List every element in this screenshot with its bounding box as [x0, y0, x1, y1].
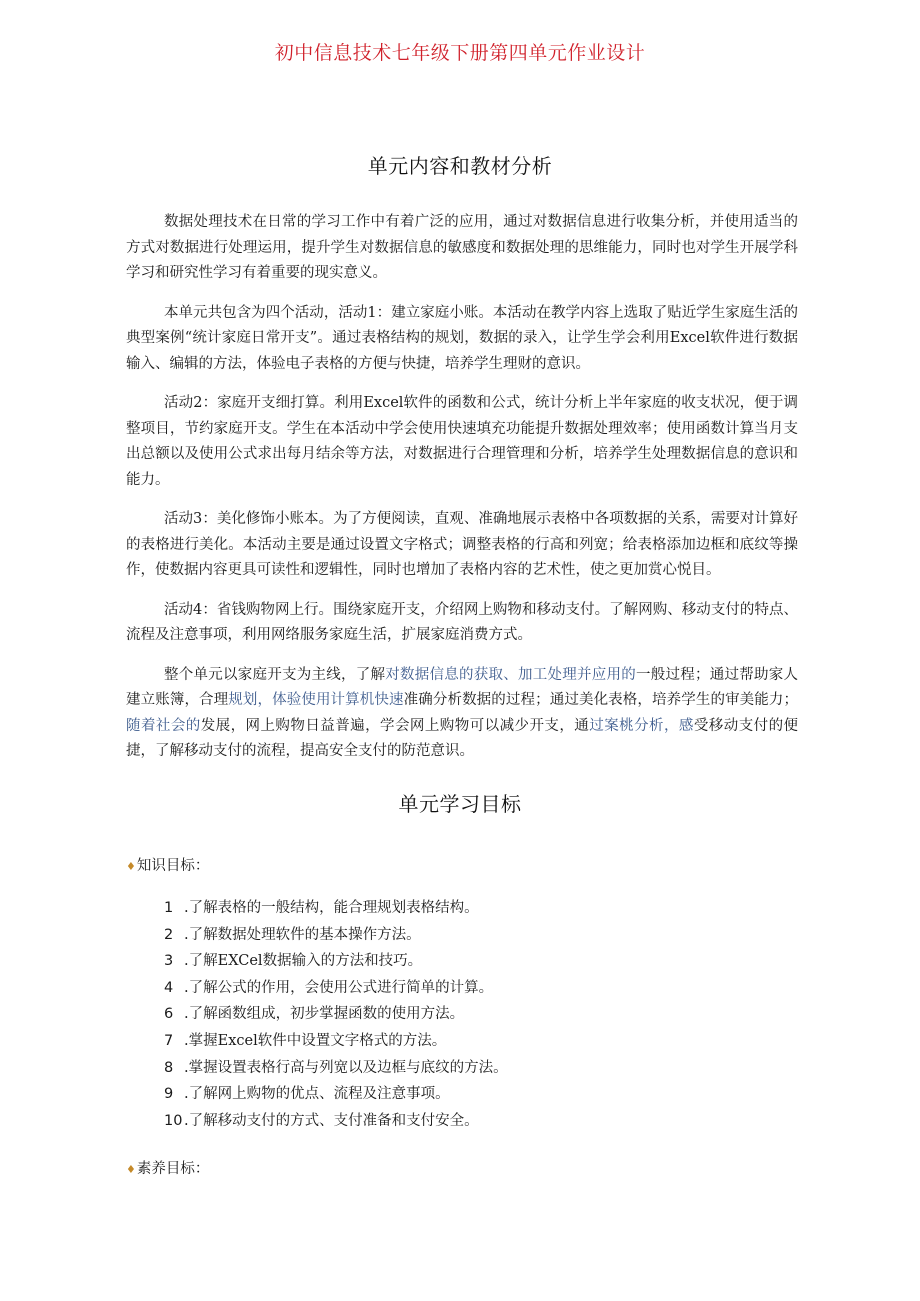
diamond-bullet-icon: ♦	[126, 860, 136, 873]
objective-text: .了解函数组成，初步掌握函数的使用方法。	[184, 1006, 465, 1023]
summary-text-2: 一般过程；通过帮助家人建立账簿，合理	[126, 666, 798, 708]
summary-highlight-1: 对数据信息的获取、加工处理并应用的	[385, 666, 636, 683]
summary-highlight-3: 随着社会的	[126, 717, 201, 734]
diamond-bullet-icon: ♦	[126, 1163, 136, 1176]
objective-number: 9	[164, 1086, 174, 1103]
summary-text-3: 准确分析数据的过程；通过美化表格，培养学生的审美能力；	[403, 692, 799, 708]
knowledge-objectives-label	[126, 855, 209, 878]
literacy-objectives-label	[126, 1158, 209, 1181]
paragraph-activity-4: 活动4：省钱购物网上行。围绕家庭开支，介绍网上购物和移动支付。了解网购、移动支付的特点、流程及注意事项，利用网络服务家庭生活，扩展家庭消费方式。	[126, 601, 798, 643]
paragraph-unit-summary	[126, 663, 798, 765]
objective-item	[164, 975, 508, 1002]
objective-item	[164, 1081, 508, 1108]
objective-item	[164, 895, 508, 922]
summary-text-1: 整个单元以家庭开支为主线，了解	[164, 666, 386, 683]
summary-highlight-2: 规划，体验使用计算机快速	[228, 692, 404, 708]
objective-text: .了解数据处理软件的基本操作方法。	[184, 926, 421, 943]
objective-item	[164, 1028, 508, 1055]
objective-number: 10	[164, 1112, 183, 1129]
objective-item	[164, 922, 508, 949]
document-title: 初中信息技术七年级下册第四单元作业设计	[274, 42, 646, 64]
objective-number: 7	[164, 1032, 174, 1049]
objective-text: .掌握设置表格行高与列宽以及边框与底纹的方法。	[184, 1059, 508, 1076]
objective-text: .了解网上购物的优点、流程及注意事项。	[184, 1086, 450, 1103]
paragraph-activity-1: 本单元共包含为四个活动，活动1：建立家庭小账。本活动在教学内容上选取了贴近学生家庭生活的典型案例“统计家庭日常开支”。通过表格结构的规划，数据的录入，让学生学会利用Excel软件进行数据输入、编辑的方法，体验电子表格的方便与快捷，培养学生理财的意识。	[126, 304, 798, 372]
objective-item	[164, 1001, 508, 1028]
summary-text-4: 发展，网上购物日益普遍，学会网上购物可以减少开支，通	[200, 717, 590, 734]
content-analysis-body	[126, 210, 798, 779]
objective-number: 8	[164, 1059, 174, 1076]
objective-item	[164, 1108, 508, 1135]
objective-number: 6	[164, 1006, 174, 1023]
section-heading-learning-objectives: 单元学习目标	[398, 792, 522, 816]
objective-text: .了解公式的作用，会使用公式进行简单的计算。	[184, 979, 494, 996]
summary-highlight-4: 过案桃分析，感	[589, 717, 694, 734]
objective-number: 3	[164, 953, 174, 970]
knowledge-objectives-list	[164, 895, 508, 1134]
objective-text: .了解EXCel数据输入的方法和技巧。	[184, 953, 423, 970]
paragraph-activity-2: 活动2：家庭开支细打算。利用Excel软件的函数和公式，统计分析上半年家庭的收支状况，便于调整项目，节约家庭开支。学生在本活动中学会使用快速填充功能提升数据处理效率；使用函数计算当月支出总额以及使用公式求出每月结余等方法，对数据进行合理管理和分析，培养学生处理数据信息的意识和能力。	[126, 395, 798, 488]
objective-number: 4	[164, 979, 174, 996]
summary-text-5: 受移动支付的便捷，了解移动支付的流程，提高安全支付的防范意识。	[126, 717, 799, 759]
objective-text: .了解表格的一般结构，能合理规划表格结构。	[184, 900, 479, 916]
literacy-label-text: 素养目标：	[136, 1161, 210, 1177]
objective-number: 1	[164, 900, 174, 916]
objective-text: .掌握Excel软件中设置文字格式的方法。	[184, 1032, 447, 1049]
section-heading-content-analysis: 单元内容和教材分析	[367, 154, 553, 178]
knowledge-label-text: 知识目标：	[136, 858, 210, 874]
objective-item	[164, 1055, 508, 1082]
paragraph-activity-3: 活动3：美化修饰小账本。为了方便阅读，直观、准确地展示表格中各项数据的关系，需要对计算好的表格进行美化。本活动主要是通过设置文字格式；调整表格的行高和列宽；给表格添加边框和底纹等操作，使数据内容更具可读性和逻辑性，同时也增加了表格内容的艺术性，使之更加赏心悦目。	[126, 511, 798, 578]
objective-text: .了解移动支付的方式、支付准备和支付安全。	[184, 1112, 479, 1129]
objective-number: 2	[164, 926, 174, 943]
objective-item	[164, 948, 508, 975]
paragraph-intro: 数据处理技术在日常的学习工作中有着广泛的应用，通过对数据信息进行收集分析，并使用适当的方式对数据进行处理运用，提升学生对数据信息的敏感度和数据处理的思维能力，同时也对学生开展学科学习和研究性学习有着重要的现实意义。	[126, 214, 798, 281]
